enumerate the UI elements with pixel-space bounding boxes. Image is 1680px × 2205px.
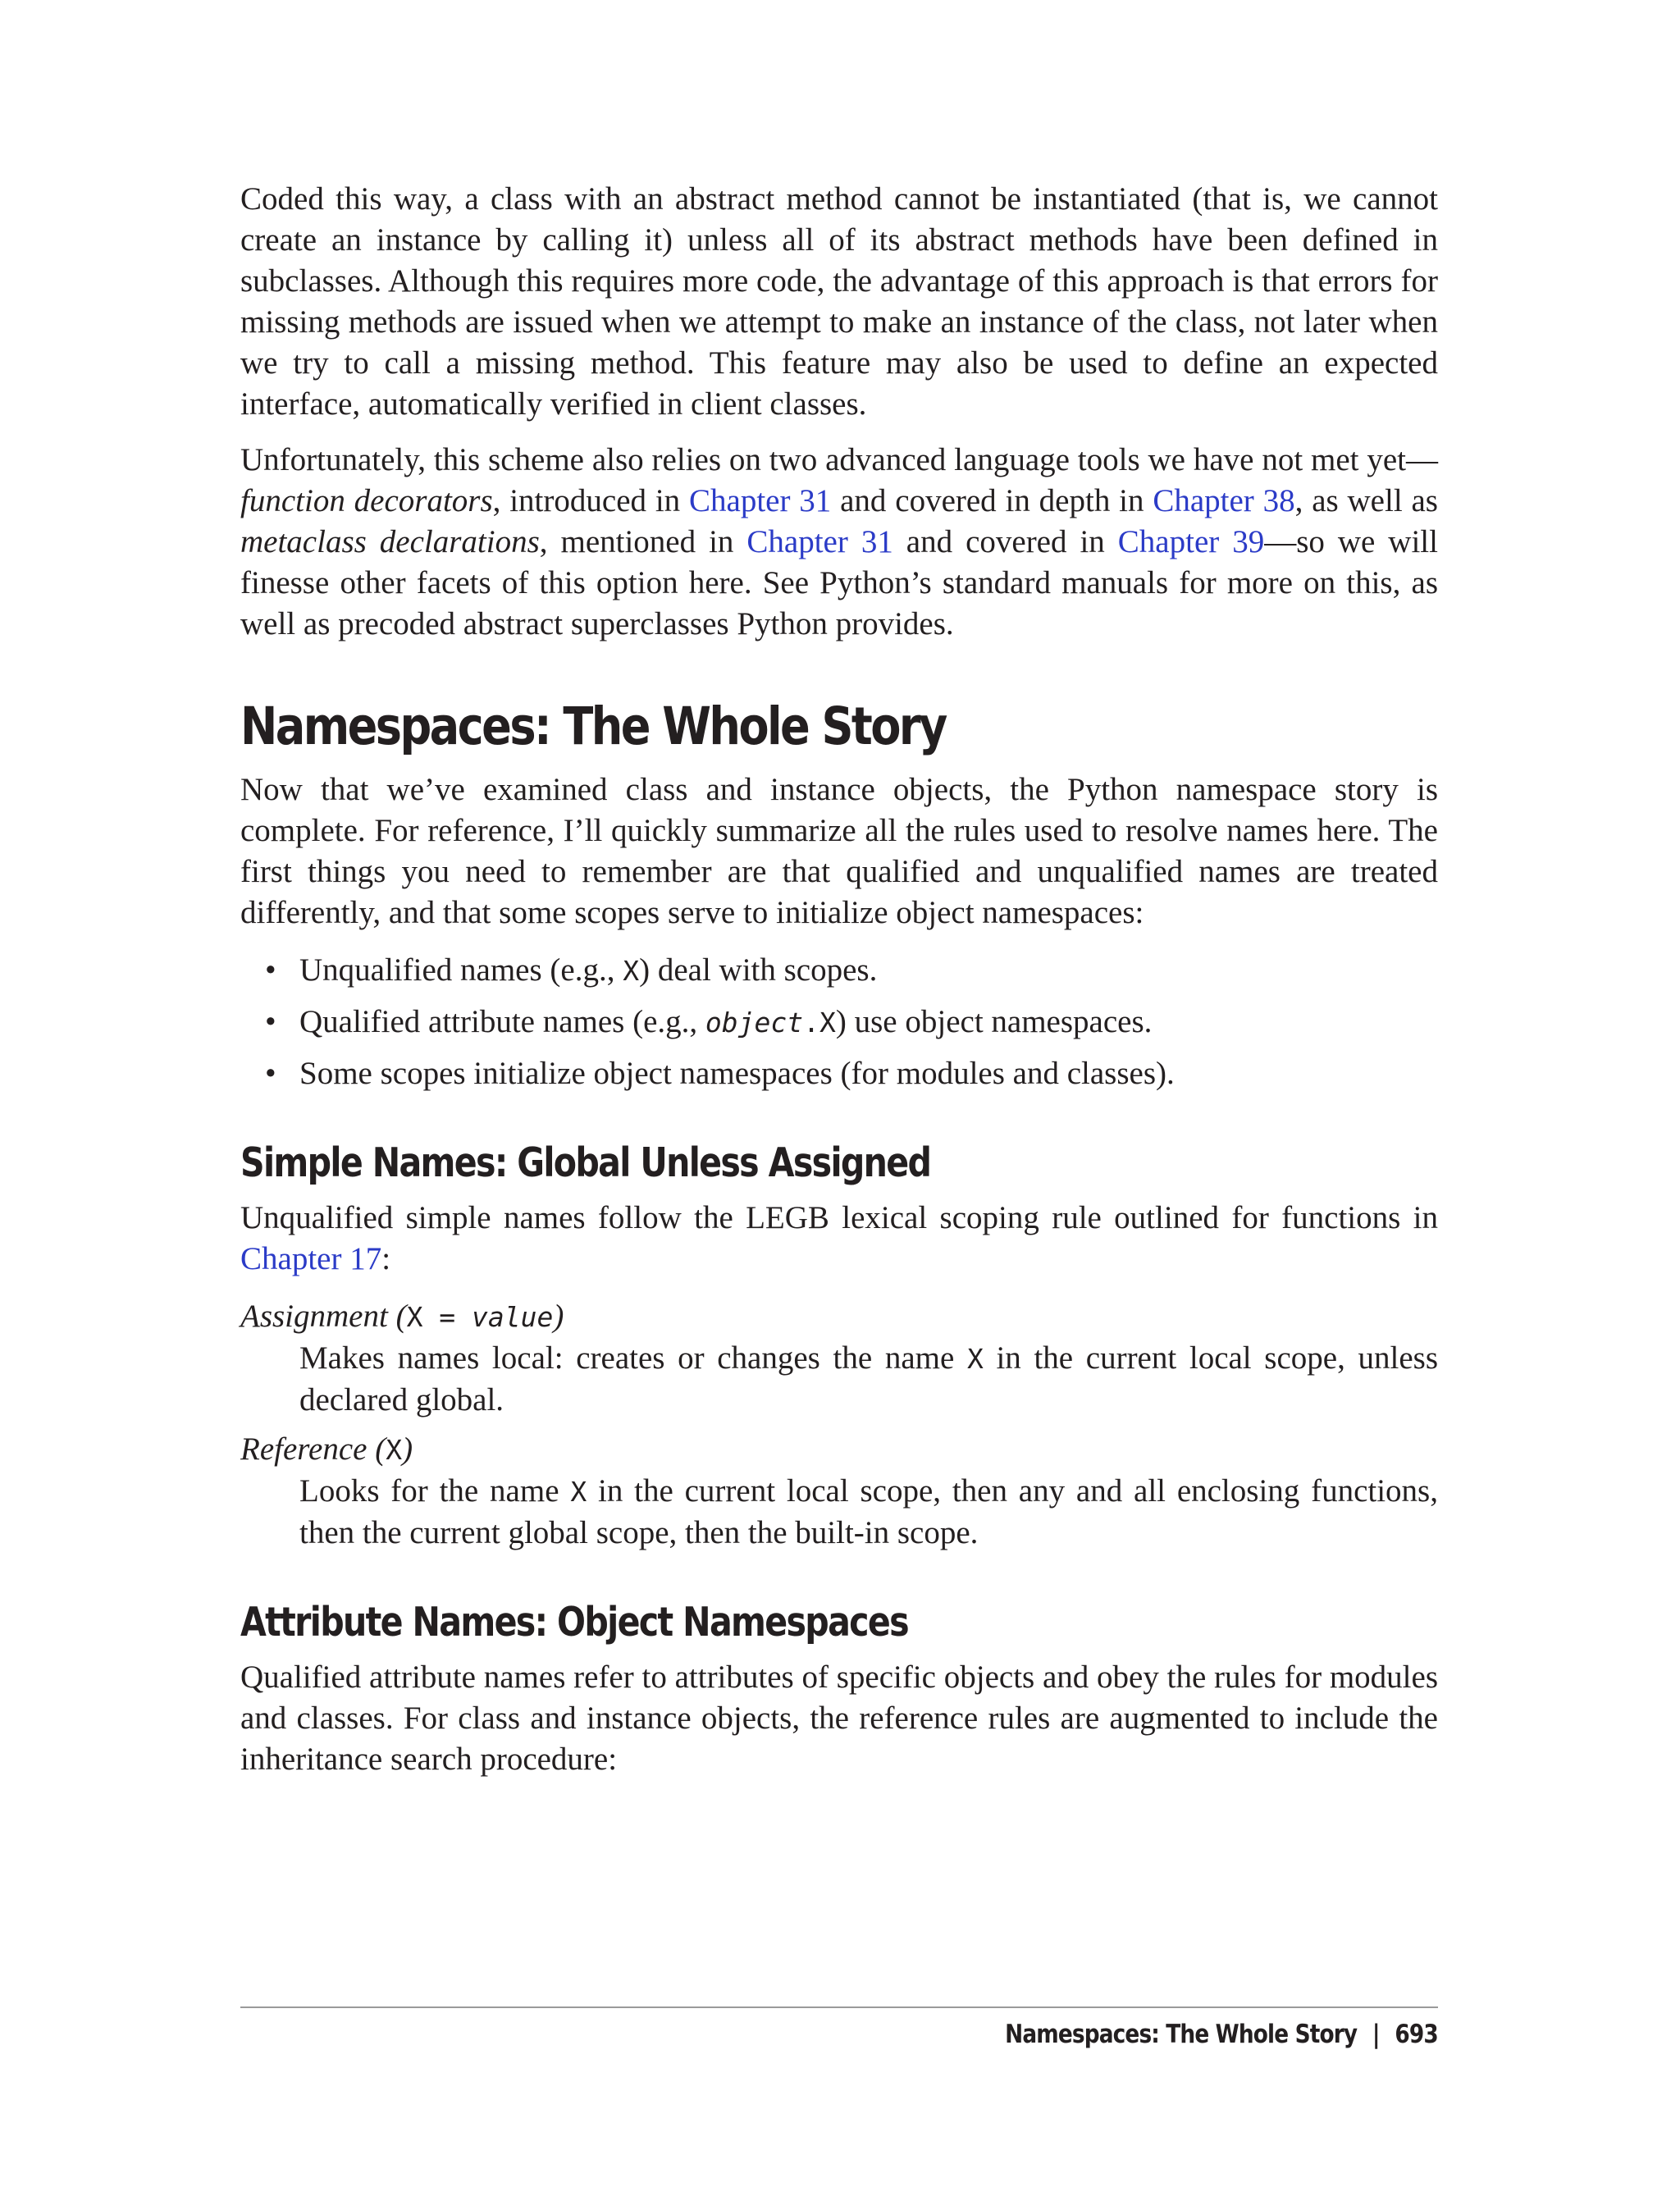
text-run: , introduced in — [492, 483, 689, 518]
text-run: ) deal with scopes. — [639, 952, 878, 988]
link-chapter-39[interactable]: Chapter 39 — [1117, 524, 1265, 559]
bullet-glyph: • — [265, 1004, 276, 1039]
emphasis-function-decorators: function decorators — [240, 483, 493, 518]
link-chapter-17[interactable]: Chapter 17 — [240, 1241, 382, 1276]
paragraph-attribute-names-intro: Qualified attribute names refer to attributes of specific objects and obey the rules for modules and classes. For class and instance objects, the reference rules are augmented to include the inheritance search procedure: — [240, 1659, 1438, 1777]
text-run: in the current local scope, unless declared global. — [299, 1340, 1439, 1418]
page-footer — [1005, 2018, 1438, 2051]
code-inline: X — [386, 1434, 403, 1466]
text-run: Assignment ( — [240, 1299, 407, 1334]
subsection-title-simple-names: Simple Names: Global Unless Assigned — [240, 1139, 931, 1186]
text-run: ) — [402, 1431, 413, 1467]
bullet-glyph: • — [265, 952, 276, 988]
list-item — [240, 950, 1438, 992]
list-item — [240, 1002, 1438, 1043]
code-inline: X — [966, 1343, 984, 1375]
footer-separator: | — [1372, 2020, 1380, 2049]
bullet-glyph: • — [265, 1056, 276, 1091]
bullet-list — [240, 950, 1438, 1094]
code-inline: .X — [803, 1007, 836, 1039]
text-run: ) — [553, 1299, 564, 1334]
text-run: and covered in — [892, 524, 1118, 559]
text-run: , as well as — [1294, 483, 1438, 518]
paragraph-simple-names-intro — [240, 1198, 1438, 1280]
text-run: Looks for the name — [299, 1473, 571, 1509]
paragraph-abstract-methods: Coded this way, a class with an abstract method cannot be instantiated (that is, we cannot create an instance by calling it) unless all of its abstract methods have been defined in subclasses. Although this requires more code, the advantage of this approach is that errors for missing methods are issued when we attempt to make an instance of the class, not later when we try to call a missing method. This feature may also be used to define an expected interface, automatically verified in client classes. — [240, 181, 1438, 422]
list-item — [240, 1053, 1438, 1094]
text-run: Reference ( — [240, 1431, 386, 1467]
code-inline: X — [570, 1476, 587, 1508]
emphasis-metaclass-declarations: metaclass declarations — [240, 524, 540, 559]
definition-desc-reference — [299, 1471, 1438, 1554]
paragraph-namespace-intro: Now that we’ve examined class and instance objects, the Python namespace story is complete. For reference, I’ll quickly summarize all the rules used to resolve names here. The first things you need to remember are that qualified and unqualified names are treated differently, and that some scopes serve to initialize object namespaces: — [240, 772, 1438, 930]
text-run: Unqualified names (e.g., — [299, 952, 623, 988]
code-inline: X = — [406, 1301, 472, 1333]
running-title: Namespaces: The Whole Story — [1005, 2020, 1358, 2049]
section-title: Namespaces: The Whole Story — [240, 696, 946, 756]
text-run: in the current local scope, then any and all enclosing functions, then the current global scope, then the built-in scope. — [299, 1473, 1438, 1550]
text-run: Makes names local: creates or changes the name — [299, 1340, 967, 1376]
footer-rule — [240, 2006, 1438, 2008]
text-run: —so we will finesse other facets of this option here. See Python’s standard manuals for more on this, as well as precoded abstract superclasses Python provides. — [240, 524, 1438, 641]
text-run: Unfortunately, this scheme also relies on two advanced language tools we have not met yet— — [240, 442, 1438, 477]
text-run: Some scopes initialize object namespaces (for modules and classes). — [299, 1056, 1175, 1091]
link-chapter-38[interactable]: Chapter 38 — [1153, 483, 1295, 518]
definition-list — [240, 1296, 1438, 1554]
text-run: Unqualified simple names follow the LEGB lexical scoping rule outlined for functions in — [240, 1200, 1438, 1235]
subsection-title-attribute-names: Attribute Names: Object Namespaces — [240, 1599, 908, 1646]
text-run: : — [381, 1241, 391, 1276]
code-inline-italic: object — [705, 1007, 804, 1039]
link-chapter-31[interactable]: Chapter 31 — [689, 483, 832, 518]
definition-term-assignment — [240, 1296, 1438, 1338]
text-run: ) use object namespaces. — [835, 1004, 1153, 1039]
page-content — [240, 179, 1438, 1780]
definition-term-reference — [240, 1429, 1438, 1471]
text-run: and covered in depth in — [831, 483, 1153, 518]
text-run: Qualified attribute names (e.g., — [299, 1004, 705, 1039]
code-inline-italic: value — [472, 1301, 554, 1333]
definition-desc-assignment — [299, 1338, 1438, 1421]
paragraph-advanced-tools — [240, 440, 1438, 645]
code-inline: X — [623, 955, 640, 987]
link-chapter-31-second[interactable]: Chapter 31 — [746, 524, 893, 559]
text-run: , mentioned in — [539, 524, 747, 559]
page-number: 693 — [1395, 2020, 1438, 2049]
